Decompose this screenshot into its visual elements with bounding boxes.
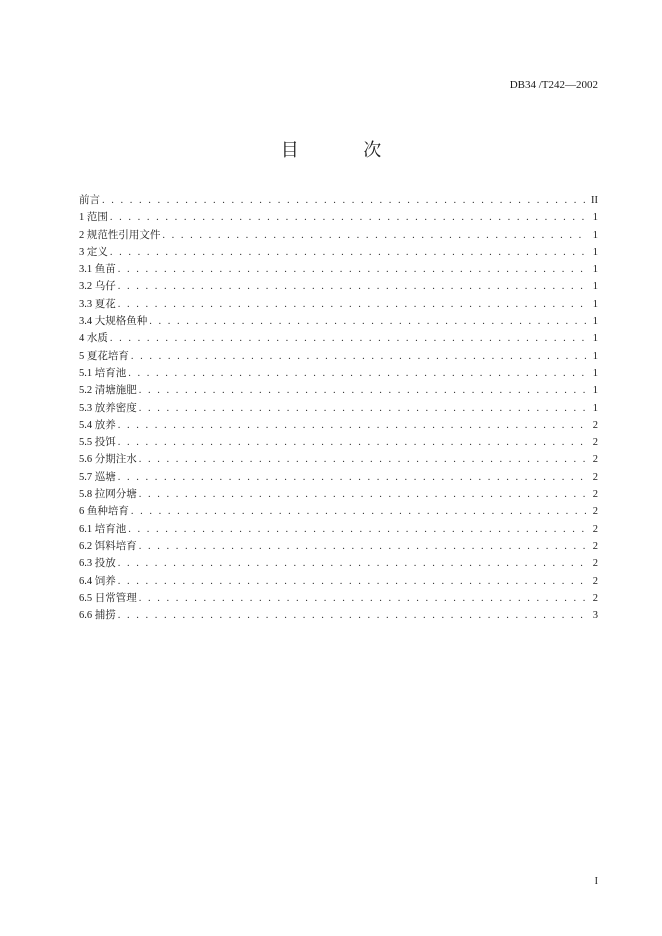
toc-dot-leader xyxy=(139,486,586,503)
toc-dot-leader xyxy=(131,348,586,365)
toc-entry-page: 1 xyxy=(592,229,598,241)
toc-entry[interactable] xyxy=(79,486,598,503)
toc-entry-label: 6.5 日常管理 xyxy=(79,592,137,604)
toc-dot-leader xyxy=(118,469,586,486)
toc-entry[interactable] xyxy=(79,382,598,399)
toc-dot-leader xyxy=(118,434,586,451)
toc-entry-page: 1 xyxy=(592,212,598,224)
toc-list xyxy=(79,192,598,624)
toc-entry-page: 2 xyxy=(592,437,598,449)
toc-dot-leader xyxy=(139,400,586,417)
toc-entry[interactable] xyxy=(79,348,598,365)
toc-entry[interactable] xyxy=(79,365,598,382)
toc-dot-leader xyxy=(102,192,586,209)
toc-entry[interactable] xyxy=(79,209,598,226)
toc-entry-label: 6.1 培育池 xyxy=(79,523,127,535)
toc-dot-leader xyxy=(110,244,586,261)
toc-dot-leader xyxy=(139,538,586,555)
toc-dot-leader xyxy=(128,365,586,382)
toc-entry-label: 5 夏花培育 xyxy=(79,350,129,362)
toc-entry[interactable] xyxy=(79,417,598,434)
toc-dot-leader xyxy=(139,451,586,468)
toc-entry-label: 3.3 夏花 xyxy=(79,298,116,310)
toc-entry-page: 1 xyxy=(592,333,598,345)
toc-entry-label: 前言 xyxy=(79,195,100,206)
toc-entry[interactable] xyxy=(79,296,598,313)
toc-entry-label: 3.1 鱼苗 xyxy=(79,264,116,276)
toc-entry-label: 5.6 分期注水 xyxy=(79,454,137,466)
toc-entry-page: 2 xyxy=(592,489,598,501)
toc-entry[interactable] xyxy=(79,555,598,572)
toc-entry[interactable] xyxy=(79,227,598,244)
document-code: DB34 /T242—2002 xyxy=(509,79,598,91)
toc-dot-leader xyxy=(118,607,586,624)
toc-entry[interactable] xyxy=(79,278,598,295)
toc-entry-page: 2 xyxy=(592,523,598,535)
toc-entry-page: 2 xyxy=(592,419,598,431)
toc-dot-leader xyxy=(118,555,586,572)
toc-entry-label: 6.2 饵料培育 xyxy=(79,540,137,552)
toc-entry-page: 2 xyxy=(592,540,598,552)
toc-title: 目 次 xyxy=(280,140,412,160)
toc-entry[interactable] xyxy=(79,261,598,278)
toc-entry[interactable] xyxy=(79,434,598,451)
toc-entry[interactable] xyxy=(79,521,598,538)
toc-entry[interactable] xyxy=(79,469,598,486)
toc-entry-label: 2 规范性引用文件 xyxy=(79,229,161,241)
toc-entry-label: 6.3 投放 xyxy=(79,558,116,570)
toc-dot-leader xyxy=(162,227,586,244)
toc-entry-page: 1 xyxy=(592,264,598,276)
toc-entry-label: 5.1 培育池 xyxy=(79,367,127,379)
toc-dot-leader xyxy=(118,417,586,434)
toc-entry[interactable] xyxy=(79,503,598,520)
toc-entry-label: 5.3 放养密度 xyxy=(79,402,137,414)
toc-entry-page: 3 xyxy=(592,610,598,622)
toc-dot-leader xyxy=(118,261,586,278)
toc-dot-leader xyxy=(110,209,586,226)
toc-entry[interactable] xyxy=(79,607,598,624)
toc-entry-page: 1 xyxy=(592,298,598,310)
toc-entry-page: 2 xyxy=(592,592,598,604)
toc-entry-label: 5.4 放养 xyxy=(79,419,116,431)
toc-entry[interactable] xyxy=(79,400,598,417)
toc-dot-leader xyxy=(131,503,586,520)
toc-dot-leader xyxy=(110,330,586,347)
toc-entry[interactable] xyxy=(79,192,598,209)
toc-entry[interactable] xyxy=(79,590,598,607)
toc-dot-leader xyxy=(139,382,586,399)
toc-entry-page: 2 xyxy=(592,471,598,483)
toc-entry-label: 3 定义 xyxy=(79,246,108,258)
toc-dot-leader xyxy=(118,296,586,313)
toc-entry-page: 1 xyxy=(592,246,598,258)
toc-entry[interactable] xyxy=(79,451,598,468)
toc-entry-page: 1 xyxy=(592,350,598,362)
toc-entry[interactable] xyxy=(79,573,598,590)
toc-entry[interactable] xyxy=(79,538,598,555)
toc-entry[interactable] xyxy=(79,313,598,330)
toc-entry-page: II xyxy=(591,195,598,206)
toc-dot-leader xyxy=(149,313,586,330)
toc-entry-label: 1 范围 xyxy=(79,212,108,224)
toc-dot-leader xyxy=(139,590,586,607)
toc-entry-label: 5.2 清塘施肥 xyxy=(79,385,137,397)
toc-entry-page: 2 xyxy=(592,454,598,466)
toc-entry-label: 5.7 巡塘 xyxy=(79,471,116,483)
toc-entry[interactable] xyxy=(79,244,598,261)
toc-entry-label: 4 水质 xyxy=(79,333,108,345)
toc-entry-page: 1 xyxy=(592,316,598,328)
toc-entry-page: 1 xyxy=(592,385,598,397)
toc-entry-label: 5.5 投饵 xyxy=(79,437,116,449)
toc-entry-page: 2 xyxy=(592,558,598,570)
toc-dot-leader xyxy=(118,573,586,590)
toc-entry-page: 1 xyxy=(592,281,598,293)
toc-entry-page: 2 xyxy=(592,575,598,587)
toc-entry-label: 6.6 捕捞 xyxy=(79,610,116,622)
toc-entry-page: 2 xyxy=(592,506,598,518)
toc-entry-label: 3.4 大规格鱼种 xyxy=(79,316,148,328)
page-number: I xyxy=(594,876,598,887)
toc-entry-page: 1 xyxy=(592,367,598,379)
toc-dot-leader xyxy=(128,521,586,538)
toc-entry-label: 6.4 饲养 xyxy=(79,575,116,587)
toc-entry-label: 6 鱼种培育 xyxy=(79,506,129,518)
toc-entry[interactable] xyxy=(79,330,598,347)
toc-entry-page: 1 xyxy=(592,402,598,414)
toc-entry-label: 5.8 拉网分塘 xyxy=(79,489,137,501)
toc-entry-label: 3.2 乌仔 xyxy=(79,281,116,293)
toc-dot-leader xyxy=(118,278,586,295)
